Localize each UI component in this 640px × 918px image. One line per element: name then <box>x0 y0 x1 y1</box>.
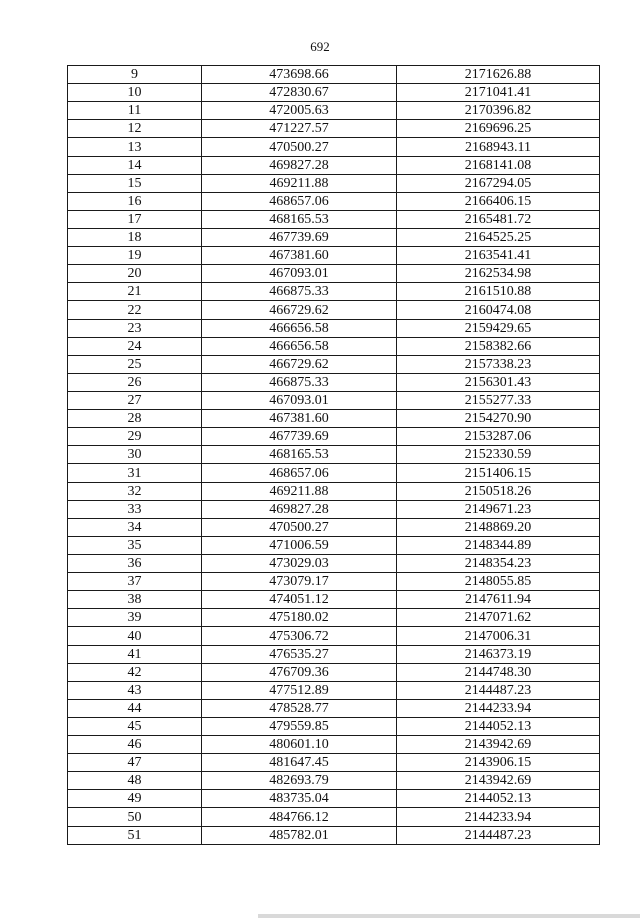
y-coordinate-cell: 2147006.31 <box>397 627 600 645</box>
point-number-cell: 29 <box>68 428 202 446</box>
x-coordinate-cell: 478528.77 <box>202 699 397 717</box>
table-row <box>68 337 600 355</box>
table-row <box>68 772 600 790</box>
x-coordinate-cell: 468657.06 <box>202 192 397 210</box>
point-number-cell: 47 <box>68 754 202 772</box>
table-row <box>68 645 600 663</box>
point-number-cell: 44 <box>68 699 202 717</box>
point-number-cell: 17 <box>68 210 202 228</box>
y-coordinate-cell: 2147611.94 <box>397 591 600 609</box>
point-number-cell: 36 <box>68 554 202 572</box>
x-coordinate-cell: 474051.12 <box>202 591 397 609</box>
point-number-cell: 33 <box>68 500 202 518</box>
table-row <box>68 609 600 627</box>
y-coordinate-cell: 2148344.89 <box>397 536 600 554</box>
point-number-cell: 26 <box>68 373 202 391</box>
point-number-cell: 16 <box>68 192 202 210</box>
y-coordinate-cell: 2163541.41 <box>397 247 600 265</box>
x-coordinate-cell: 470500.27 <box>202 138 397 156</box>
point-number-cell: 38 <box>68 591 202 609</box>
y-coordinate-cell: 2144052.13 <box>397 790 600 808</box>
x-coordinate-cell: 466875.33 <box>202 373 397 391</box>
y-coordinate-cell: 2161510.88 <box>397 283 600 301</box>
point-number-cell: 48 <box>68 772 202 790</box>
table-row <box>68 102 600 120</box>
x-coordinate-cell: 469211.88 <box>202 482 397 500</box>
table-row <box>68 84 600 102</box>
x-coordinate-cell: 476535.27 <box>202 645 397 663</box>
y-coordinate-cell: 2144052.13 <box>397 717 600 735</box>
table-row <box>68 554 600 572</box>
point-number-cell: 24 <box>68 337 202 355</box>
table-row <box>68 699 600 717</box>
x-coordinate-cell: 477512.89 <box>202 681 397 699</box>
x-coordinate-cell: 482693.79 <box>202 772 397 790</box>
point-number-cell: 9 <box>68 66 202 84</box>
y-coordinate-cell: 2143942.69 <box>397 736 600 754</box>
table-row <box>68 754 600 772</box>
y-coordinate-cell: 2146373.19 <box>397 645 600 663</box>
x-coordinate-cell: 467093.01 <box>202 391 397 409</box>
x-coordinate-cell: 467093.01 <box>202 265 397 283</box>
point-number-cell: 27 <box>68 391 202 409</box>
y-coordinate-cell: 2150518.26 <box>397 482 600 500</box>
table-row <box>68 717 600 735</box>
point-number-cell: 49 <box>68 790 202 808</box>
point-number-cell: 12 <box>68 120 202 138</box>
x-coordinate-cell: 485782.01 <box>202 826 397 844</box>
table-row <box>68 301 600 319</box>
y-coordinate-cell: 2158382.66 <box>397 337 600 355</box>
y-coordinate-cell: 2152330.59 <box>397 446 600 464</box>
table-row <box>68 228 600 246</box>
y-coordinate-cell: 2171626.88 <box>397 66 600 84</box>
y-coordinate-cell: 2162534.98 <box>397 265 600 283</box>
x-coordinate-cell: 467381.60 <box>202 247 397 265</box>
point-number-cell: 23 <box>68 319 202 337</box>
point-number-cell: 34 <box>68 518 202 536</box>
table-row <box>68 156 600 174</box>
point-number-cell: 40 <box>68 627 202 645</box>
table-row <box>68 391 600 409</box>
point-number-cell: 22 <box>68 301 202 319</box>
table-row <box>68 790 600 808</box>
x-coordinate-cell: 468165.53 <box>202 210 397 228</box>
x-coordinate-cell: 472830.67 <box>202 84 397 102</box>
table-row <box>68 482 600 500</box>
point-number-cell: 43 <box>68 681 202 699</box>
point-number-cell: 28 <box>68 410 202 428</box>
coordinates-table <box>67 65 600 845</box>
point-number-cell: 14 <box>68 156 202 174</box>
table-row <box>68 500 600 518</box>
y-coordinate-cell: 2160474.08 <box>397 301 600 319</box>
x-coordinate-cell: 480601.10 <box>202 736 397 754</box>
x-coordinate-cell: 466729.62 <box>202 355 397 373</box>
x-coordinate-cell: 473698.66 <box>202 66 397 84</box>
x-coordinate-cell: 476709.36 <box>202 663 397 681</box>
y-coordinate-cell: 2143942.69 <box>397 772 600 790</box>
x-coordinate-cell: 473029.03 <box>202 554 397 572</box>
y-coordinate-cell: 2151406.15 <box>397 464 600 482</box>
table-row <box>68 355 600 373</box>
x-coordinate-cell: 471227.57 <box>202 120 397 138</box>
point-number-cell: 37 <box>68 573 202 591</box>
x-coordinate-cell: 469211.88 <box>202 174 397 192</box>
table-row <box>68 210 600 228</box>
x-coordinate-cell: 466729.62 <box>202 301 397 319</box>
y-coordinate-cell: 2167294.05 <box>397 174 600 192</box>
point-number-cell: 13 <box>68 138 202 156</box>
x-coordinate-cell: 469827.28 <box>202 500 397 518</box>
y-coordinate-cell: 2144748.30 <box>397 663 600 681</box>
point-number-cell: 10 <box>68 84 202 102</box>
x-coordinate-cell: 484766.12 <box>202 808 397 826</box>
table-row <box>68 247 600 265</box>
point-number-cell: 32 <box>68 482 202 500</box>
x-coordinate-cell: 475306.72 <box>202 627 397 645</box>
y-coordinate-cell: 2154270.90 <box>397 410 600 428</box>
x-coordinate-cell: 472005.63 <box>202 102 397 120</box>
table-row <box>68 120 600 138</box>
table-row <box>68 174 600 192</box>
y-coordinate-cell: 2148354.23 <box>397 554 600 572</box>
table-row <box>68 464 600 482</box>
point-number-cell: 31 <box>68 464 202 482</box>
y-coordinate-cell: 2157338.23 <box>397 355 600 373</box>
x-coordinate-cell: 481647.45 <box>202 754 397 772</box>
point-number-cell: 18 <box>68 228 202 246</box>
table-row <box>68 663 600 681</box>
table-row <box>68 826 600 844</box>
point-number-cell: 15 <box>68 174 202 192</box>
table-row <box>68 446 600 464</box>
x-coordinate-cell: 475180.02 <box>202 609 397 627</box>
y-coordinate-cell: 2170396.82 <box>397 102 600 120</box>
y-coordinate-cell: 2155277.33 <box>397 391 600 409</box>
y-coordinate-cell: 2144233.94 <box>397 699 600 717</box>
y-coordinate-cell: 2144233.94 <box>397 808 600 826</box>
table-row <box>68 573 600 591</box>
point-number-cell: 25 <box>68 355 202 373</box>
scan-edge <box>258 914 640 918</box>
x-coordinate-cell: 470500.27 <box>202 518 397 536</box>
x-coordinate-cell: 471006.59 <box>202 536 397 554</box>
point-number-cell: 41 <box>68 645 202 663</box>
point-number-cell: 19 <box>68 247 202 265</box>
table-row <box>68 627 600 645</box>
x-coordinate-cell: 467739.69 <box>202 428 397 446</box>
x-coordinate-cell: 479559.85 <box>202 717 397 735</box>
point-number-cell: 46 <box>68 736 202 754</box>
x-coordinate-cell: 467739.69 <box>202 228 397 246</box>
page-number: 692 <box>310 39 330 54</box>
table-row <box>68 138 600 156</box>
x-coordinate-cell: 467381.60 <box>202 410 397 428</box>
point-number-cell: 51 <box>68 826 202 844</box>
table-row <box>68 66 600 84</box>
x-coordinate-cell: 466656.58 <box>202 319 397 337</box>
y-coordinate-cell: 2164525.25 <box>397 228 600 246</box>
table-row <box>68 591 600 609</box>
table-row <box>68 265 600 283</box>
table-row <box>68 518 600 536</box>
point-number-cell: 11 <box>68 102 202 120</box>
x-coordinate-cell: 468657.06 <box>202 464 397 482</box>
x-coordinate-cell: 473079.17 <box>202 573 397 591</box>
y-coordinate-cell: 2171041.41 <box>397 84 600 102</box>
y-coordinate-cell: 2168943.11 <box>397 138 600 156</box>
point-number-cell: 21 <box>68 283 202 301</box>
y-coordinate-cell: 2148869.20 <box>397 518 600 536</box>
y-coordinate-cell: 2165481.72 <box>397 210 600 228</box>
point-number-cell: 39 <box>68 609 202 627</box>
y-coordinate-cell: 2169696.25 <box>397 120 600 138</box>
y-coordinate-cell: 2143906.15 <box>397 754 600 772</box>
y-coordinate-cell: 2149671.23 <box>397 500 600 518</box>
table-row <box>68 736 600 754</box>
point-number-cell: 50 <box>68 808 202 826</box>
point-number-cell: 42 <box>68 663 202 681</box>
y-coordinate-cell: 2156301.43 <box>397 373 600 391</box>
y-coordinate-cell: 2166406.15 <box>397 192 600 210</box>
point-number-cell: 30 <box>68 446 202 464</box>
table-row <box>68 428 600 446</box>
table-row <box>68 283 600 301</box>
y-coordinate-cell: 2147071.62 <box>397 609 600 627</box>
x-coordinate-cell: 483735.04 <box>202 790 397 808</box>
y-coordinate-cell: 2153287.06 <box>397 428 600 446</box>
x-coordinate-cell: 468165.53 <box>202 446 397 464</box>
table-row <box>68 192 600 210</box>
x-coordinate-cell: 469827.28 <box>202 156 397 174</box>
y-coordinate-cell: 2168141.08 <box>397 156 600 174</box>
y-coordinate-cell: 2144487.23 <box>397 826 600 844</box>
x-coordinate-cell: 466875.33 <box>202 283 397 301</box>
table-row <box>68 373 600 391</box>
point-number-cell: 35 <box>68 536 202 554</box>
x-coordinate-cell: 466656.58 <box>202 337 397 355</box>
point-number-cell: 20 <box>68 265 202 283</box>
y-coordinate-cell: 2148055.85 <box>397 573 600 591</box>
y-coordinate-cell: 2159429.65 <box>397 319 600 337</box>
table-row <box>68 681 600 699</box>
y-coordinate-cell: 2144487.23 <box>397 681 600 699</box>
table-row <box>68 319 600 337</box>
table-row <box>68 808 600 826</box>
table-row <box>68 536 600 554</box>
table-row <box>68 410 600 428</box>
coordinates-table-body <box>68 66 600 845</box>
point-number-cell: 45 <box>68 717 202 735</box>
